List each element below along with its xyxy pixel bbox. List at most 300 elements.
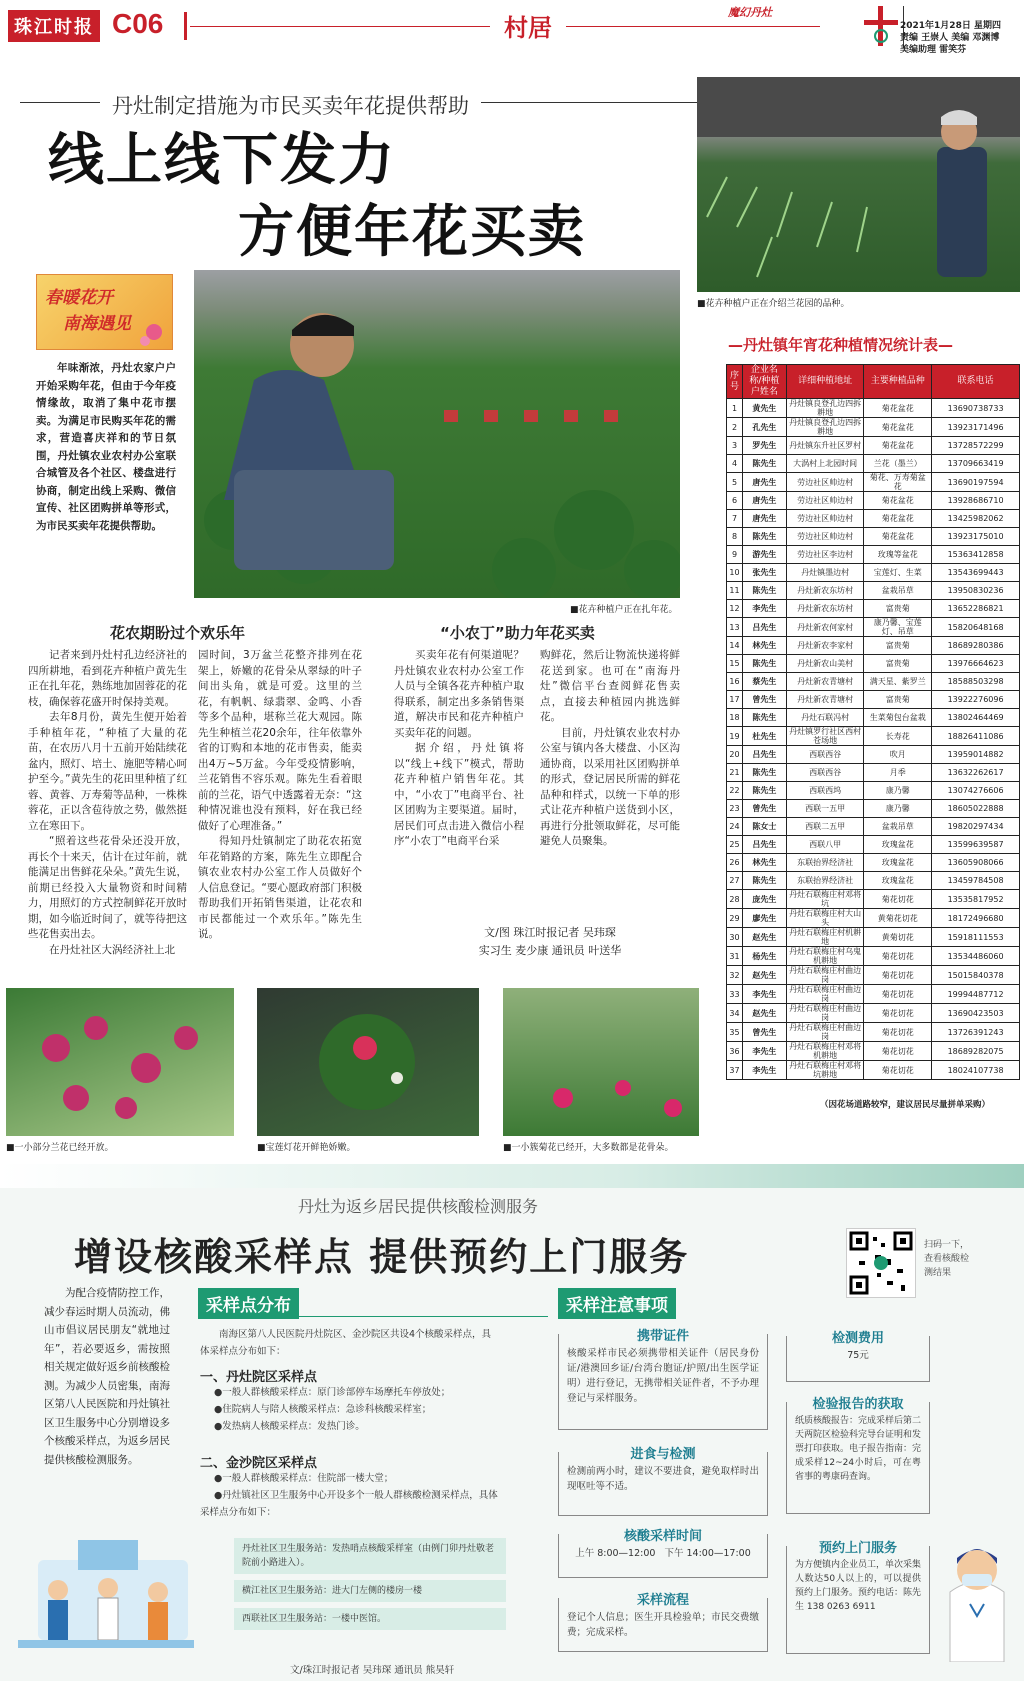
table-cell: 37 [727, 1061, 743, 1080]
table-cell: 庞先生 [742, 890, 786, 909]
table-cell: 15363412858 [932, 546, 1020, 564]
table-cell: 游先生 [742, 546, 786, 564]
table-cell: 13922276096 [932, 691, 1020, 709]
table-cell: 菊花盆花 [864, 399, 932, 418]
table-cell: 9 [727, 546, 743, 564]
page-number: C06 [112, 8, 164, 39]
box-documents [558, 1329, 768, 1430]
box-body: 为方便镇内企业员工，单次采集人数达50人以上的，可以提供预约上门服务。预约电话：陈先生 138 0263 6911 [795, 1560, 922, 1612]
article1-credit [430, 924, 670, 960]
table-row [727, 510, 1020, 528]
table-cell: 丹灶石联梅庄村邓将坑耕地 [786, 1061, 864, 1080]
table-cell: 蔡先生 [742, 673, 786, 691]
illustration-medical-staff [18, 1520, 194, 1670]
table-cell: 李先生 [742, 600, 786, 618]
table-cell: 玫瑰盆花 [864, 872, 932, 890]
table-cell: 13652286821 [932, 600, 1020, 618]
table-cell: 唐先生 [742, 492, 786, 510]
table-cell: 菊花切花 [864, 966, 932, 985]
table-cell: 丹灶石联梅庄村曲边岗 [786, 966, 864, 985]
dist-b-head: 二、金沙院区采样点 [200, 1456, 318, 1471]
table-cell: 10 [727, 564, 743, 582]
stats-table-header [727, 365, 1020, 399]
table-cell: 宝莲灯、生菜 [864, 564, 932, 582]
table-cell: 李先生 [742, 1042, 786, 1061]
table-cell: 西联西坞 [786, 782, 864, 800]
table-row [727, 528, 1020, 546]
table-row [727, 455, 1020, 473]
table-row [727, 890, 1020, 909]
table-cell: 15820648168 [932, 618, 1020, 637]
table-cell: 林先生 [742, 637, 786, 655]
table-cell: 29 [727, 909, 743, 928]
issue-info [900, 20, 1020, 56]
table-cell: 13605908066 [932, 854, 1020, 872]
box-fee [786, 1331, 930, 1382]
table-cell: 13690423503 [932, 1004, 1020, 1023]
table-cell: 满天星、紫罗兰 [864, 673, 932, 691]
article1-title-1: 线上线下发力 [48, 127, 396, 193]
table-cell: 13425982062 [932, 510, 1020, 528]
table-cell: 丹灶新农东坊村 [786, 582, 864, 600]
table-row [727, 655, 1020, 673]
table-row [727, 782, 1020, 800]
table-cell: 丹灶新农何家村 [786, 618, 864, 637]
table-cell: 张先生 [742, 564, 786, 582]
dist-a-head: 一、丹灶院区采样点 [200, 1370, 318, 1385]
box-body: 检测前两小时，建议不要进食，避免取样时出现呕吐等不适。 [567, 1466, 759, 1492]
table-cell: 陈先生 [742, 782, 786, 800]
table-cell: 菊花切花 [864, 1042, 932, 1061]
section-name: 村居 [490, 8, 566, 43]
table-row [727, 618, 1020, 637]
subhead-xiaonongding: “小农丁”助力年花买卖 [440, 624, 595, 642]
table-cell: 18605022888 [932, 800, 1020, 818]
table-cell: 兰花（墨兰） [864, 455, 932, 473]
table-cell: 富贵菊 [864, 655, 932, 673]
table-cell: 13599639587 [932, 836, 1020, 854]
table-row [727, 1023, 1020, 1042]
caption-photo-b1: ■一小部分兰花已经开放。 [6, 1143, 114, 1153]
table-cell: 19994487712 [932, 985, 1020, 1004]
section-sampling-underline [198, 1316, 548, 1317]
article2-kicker: 丹灶为返乡居民提供核酸检测服务 [298, 1197, 539, 1216]
table-cell: 18689282075 [932, 1042, 1020, 1061]
table-row [727, 1061, 1020, 1080]
table-row [727, 818, 1020, 836]
table-cell: 丹灶新农东坊村 [786, 600, 864, 618]
table-cell: 15015840378 [932, 966, 1020, 985]
para: 目前，丹灶镇农业农村办公室与镇内各大楼盘、小区沟通协商，以采用社区团购拼单的形式，登记居民所需的鲜花品种和样式，以统一下单的形式让花卉种植户送货到小区，再进行分批领取鲜花，尽可能避免人员聚集。 [540, 726, 680, 847]
table-cell: 吕先生 [742, 618, 786, 637]
stats-header-cell: 详细种植地址 [786, 365, 864, 399]
table-cell: 曾先生 [742, 800, 786, 818]
photo-orchid-farmer [697, 77, 1020, 292]
table-cell: 14 [727, 637, 743, 655]
box-time [558, 1529, 768, 1578]
table-cell: 曾先生 [742, 691, 786, 709]
table-cell: 18172496680 [932, 909, 1020, 928]
table-cell: 13535817952 [932, 890, 1020, 909]
table-cell: 盆栽吊草 [864, 582, 932, 600]
box-eating [558, 1447, 768, 1516]
table-row [727, 546, 1020, 564]
table-cell: 月季 [864, 764, 932, 782]
dist-c-item: 西联社区卫生服务站：一楼中医馆。 [234, 1608, 506, 1630]
article1-col2 [198, 648, 362, 943]
table-cell: 陈先生 [742, 528, 786, 546]
table-cell: 35 [727, 1023, 743, 1042]
table-cell: 西联八甲 [786, 836, 864, 854]
box-process [558, 1593, 768, 1652]
table-cell: 丹灶石联梅庄村曲边岗 [786, 1004, 864, 1023]
table-cell: 19820297434 [932, 818, 1020, 836]
table-cell: 吕先生 [742, 746, 786, 764]
table-cell: 丹灶镇东升社区罗村 [786, 437, 864, 455]
table-cell: 18588503298 [932, 673, 1020, 691]
table-cell: 赵先生 [742, 966, 786, 985]
table-cell: 丹灶新农青塘村 [786, 673, 864, 691]
table-cell: 康乃馨、宝莲灯、吊草 [864, 618, 932, 637]
table-cell: 4 [727, 455, 743, 473]
table-cell: 33 [727, 985, 743, 1004]
table-cell: 西联西谷 [786, 746, 864, 764]
table-cell: 陈先生 [742, 764, 786, 782]
photo-lotus-lamp [257, 988, 479, 1136]
article1-title-2: 方便年花买卖 [238, 199, 586, 265]
table-cell: 陈先生 [742, 582, 786, 600]
table-cell: 18024107738 [932, 1061, 1020, 1080]
table-cell: 玫瑰等盆花 [864, 546, 932, 564]
table-cell: 32 [727, 966, 743, 985]
table-cell: 劳边社区帅边村 [786, 492, 864, 510]
article1-col4 [540, 648, 680, 850]
table-cell: 长寿花 [864, 727, 932, 746]
table-cell: 13728572299 [932, 437, 1020, 455]
article2-intro-text: 为配合疫情防控工作，减少春运时期人员流动，佛山市倡议居民朋友“就地过年”，若必要返乡，需按照相关规定做好返乡前核酸检测。为减少人员密集，南海区第八人民医院和丹灶镇社区卫生服务中心分别增设多个核酸采样点，为返乡居民提供核酸检测服务。 [44, 1287, 170, 1466]
box-title: 核酸采样时间 [618, 1529, 708, 1544]
table-cell: 3 [727, 437, 743, 455]
dist-a-list [214, 1384, 514, 1435]
table-cell: 28 [727, 890, 743, 909]
dist-b-list [200, 1470, 500, 1521]
section-sampling-notes: 采样注意事项 [558, 1288, 676, 1319]
table-row [727, 872, 1020, 890]
qr-note-1: 扫码一下， [924, 1240, 970, 1250]
table-cell: 西联一五甲 [786, 800, 864, 818]
table-cell: 廖先生 [742, 909, 786, 928]
table-cell: 23 [727, 800, 743, 818]
table-row [727, 473, 1020, 492]
table-cell: 26 [727, 854, 743, 872]
table-cell: 13459784508 [932, 872, 1020, 890]
table-cell: 17 [727, 691, 743, 709]
table-row [727, 600, 1020, 618]
table-cell: 13074276606 [932, 782, 1020, 800]
box-title: 检测费用 [826, 1331, 890, 1346]
table-cell: 菊花、万寿菊盆花 [864, 473, 932, 492]
table-cell: 5 [727, 473, 743, 492]
table-row [727, 709, 1020, 727]
section-sampling-points: 采样点分布 [198, 1288, 299, 1319]
header-divider [184, 12, 187, 40]
stats-table-note: （因花场道路较窄，建议居民尽量拼单采购） [820, 1100, 991, 1110]
table-row [727, 985, 1020, 1004]
table-cell: 黄先生 [742, 399, 786, 418]
table-cell: 18826411086 [932, 727, 1020, 746]
para: 据介绍，丹灶镇将以“线上+线下”模式，帮助花卉种植户销售年花。其中，“小农丁”电商平台、社区团购为主要渠道。届时，居民们可点击进入微信小程序“小农丁”电商平台采 [394, 742, 524, 847]
table-cell: 康乃馨 [864, 782, 932, 800]
table-cell: 34 [727, 1004, 743, 1023]
table-cell: 13690738733 [932, 399, 1020, 418]
table-row [727, 1042, 1020, 1061]
article1-kicker: 丹灶制定措施为市民买卖年花提供帮助 [100, 90, 481, 120]
county-emblem [862, 6, 900, 46]
table-cell: 丹灶新农山美村 [786, 655, 864, 673]
box-appointment [786, 1541, 930, 1654]
table-cell: 东联抬界经济社 [786, 872, 864, 890]
table-cell: 13534486060 [932, 947, 1020, 966]
table-cell: 丹灶石联梅庄村乌鬼机耕地 [786, 947, 864, 966]
table-cell: 24 [727, 818, 743, 836]
article1-col1 [28, 648, 187, 958]
table-cell: 李先生 [742, 1061, 786, 1080]
table-row [727, 947, 1020, 966]
para: “照着这些花骨朵还没开放，再长个十来天，估计在过年前，就能满足出售鲜花朵朵。”黄先生说，前期已经投入大量物资和时间精力，用照灯的方式控制鲜花开放时期，如今临近时间了，就等待把这些花售卖出去。 [28, 835, 187, 940]
caption-photo-mid: ■花卉种植户正在扎年花。 [570, 605, 678, 615]
box-title: 进食与检测 [624, 1447, 701, 1462]
table-row [727, 836, 1020, 854]
table-row [727, 966, 1020, 985]
para: 记者来到丹灶村孔边经济社的四所耕地，看到花卉种植户黄先生正在扎年花，熟练地加固蓉花的花枝，确保蓉花盛开时保持美观。 [28, 649, 187, 708]
county-logo: 魔幻丹灶 [728, 6, 772, 19]
table-cell: 杨先生 [742, 947, 786, 966]
table-cell: 菊花切花 [864, 985, 932, 1004]
table-cell: 13802464469 [932, 709, 1020, 727]
qr-note-2: 查看核酸检 [924, 1254, 970, 1264]
masthead [0, 0, 1024, 55]
table-row [727, 800, 1020, 818]
table-cell: 劳边社区李边村 [786, 546, 864, 564]
credit-line-2: 实习生 麦少康 通讯员 叶送华 [478, 944, 622, 957]
table-row [727, 746, 1020, 764]
table-row [727, 399, 1020, 418]
table-cell: 13923175010 [932, 528, 1020, 546]
table-cell: 劳边社区帅边村 [786, 528, 864, 546]
table-cell: 13690197594 [932, 473, 1020, 492]
table-row [727, 582, 1020, 600]
table-cell: 13543699443 [932, 564, 1020, 582]
qr-code [846, 1228, 916, 1298]
table-cell: 孔先生 [742, 418, 786, 437]
article2-credit: 文/珠江时报记者 吴玮琛 通讯员 熊昊轩 [290, 1665, 455, 1676]
dist-intro: 南海区第八人民医院丹灶院区、金沙院区共设4个核酸采样点，具体采样点分布如下： [200, 1329, 492, 1357]
table-cell: 陈先生 [742, 872, 786, 890]
table-cell: 丹灶镇墨边村 [786, 564, 864, 582]
table-cell: 15 [727, 655, 743, 673]
table-cell: 丹灶石联梅庄村邓将机耕地 [786, 1042, 864, 1061]
table-cell: 富贵菊 [864, 691, 932, 709]
badge-line-2: 南海遇见 [63, 314, 131, 334]
dist-a-item: ●发热病人核酸采样点：发热门诊。 [214, 1421, 365, 1432]
table-cell: 8 [727, 528, 743, 546]
table-cell: 林先生 [742, 854, 786, 872]
table-cell: 黄菊切花 [864, 928, 932, 947]
qr-note-3: 测结果 [924, 1268, 952, 1278]
illustration-doctor [940, 1532, 1014, 1662]
table-cell: 13959014882 [932, 746, 1020, 764]
table-cell: 赵先生 [742, 928, 786, 947]
stats-header-cell: 序号 [727, 365, 743, 399]
box-title: 采样流程 [631, 1593, 695, 1608]
table-cell: 丹灶石联梅庄村机耕地 [786, 928, 864, 947]
table-cell: 25 [727, 836, 743, 854]
table-cell: 13976664623 [932, 655, 1020, 673]
table-cell: 13726391243 [932, 1023, 1020, 1042]
table-cell: 杜先生 [742, 727, 786, 746]
table-cell: 丹灶新农李家村 [786, 637, 864, 655]
table-cell: 吕先生 [742, 836, 786, 854]
table-cell: 生菜菊包台盆栽 [864, 709, 932, 727]
table-cell: 21 [727, 764, 743, 782]
dist-a-item: ●一般人群核酸采样点：原门诊部停车场摩托车停放处； [214, 1387, 451, 1398]
table-cell: 唐先生 [742, 473, 786, 492]
paper-logo [8, 10, 100, 42]
table-cell: 唐先生 [742, 510, 786, 528]
table-cell: 30 [727, 928, 743, 947]
table-cell: 菊花切花 [864, 1061, 932, 1080]
caption-photo-top: ■花卉种植户正在介绍兰花园的品种。 [697, 299, 850, 309]
table-cell: 15918111553 [932, 928, 1020, 947]
photo-orchid-bloom [6, 988, 234, 1136]
table-cell: 13923171496 [932, 418, 1020, 437]
table-cell: 7 [727, 510, 743, 528]
box-report [786, 1397, 930, 1514]
para: 得知丹灶镇制定了助花农拓宽年花销路的方案，陈先生立即配合镇农业农村办公室工作人员做好个人信息登记。“要心愿政府部门积极帮助我们开拓销售渠道，让花农和市民都能过一个欢乐年。”陈先生说。 [198, 835, 362, 940]
table-cell: 12 [727, 600, 743, 618]
table-cell: 13928686710 [932, 492, 1020, 510]
table-cell: 菊花切花 [864, 890, 932, 909]
spring-badge [36, 274, 173, 350]
table-cell: 陈先生 [742, 655, 786, 673]
table-cell: 菊花切花 [864, 1023, 932, 1042]
stats-header-cell: 企业名称/种植户姓名 [742, 365, 786, 399]
table-row [727, 1004, 1020, 1023]
editor-assistant-line: 美编助理 雷笑芬 [900, 45, 967, 55]
caption-photo-b3: ■一小簇菊花已经开，大多数都是花骨朵。 [503, 1143, 674, 1153]
dist-b-item: ●一般人群核酸采样点：住院部一楼大堂； [214, 1473, 394, 1484]
table-cell: 11 [727, 582, 743, 600]
article1-col3 [394, 648, 524, 850]
article2-title: 增设核酸采样点 提供预约上门服务 [74, 1234, 690, 1279]
table-cell: 劳边社区帅边村 [786, 473, 864, 492]
table-cell: 罗先生 [742, 437, 786, 455]
table-cell: 丹灶石联梅庄村曲边岗 [786, 1023, 864, 1042]
table-row [727, 909, 1020, 928]
table-row [727, 764, 1020, 782]
table-cell: 1 [727, 399, 743, 418]
para: 在丹灶社区大涡经济社上北 [49, 943, 175, 956]
table-cell: 盆栽吊草 [864, 818, 932, 836]
table-cell: 吹月 [864, 746, 932, 764]
article2-intro [44, 1284, 170, 1469]
table-cell: 富贵菊 [864, 600, 932, 618]
table-cell: 22 [727, 782, 743, 800]
issue-date-line: 2021年1月28日 星期四 [900, 21, 1001, 31]
para: 购鲜花，然后让物流快递将鲜花送到家。也可在“南海丹灶”微信平台查阅鲜花售卖点，直接去种植园内挑选鲜花。 [540, 649, 680, 723]
dist-c-item: 横江社区卫生服务站：进大门左侧的楼房一楼 [234, 1580, 506, 1602]
table-cell: 丹灶镇罗行社区西村苍场地 [786, 727, 864, 746]
para: 去年8月份，黄先生便开始着手种植年花，“种植了大量的花苗，在农历八月十五前开始陆续花盆内，照灯、培土、施肥等精心呵护至今。”黄先生的花田里种植了红蓉、黄蓉、万寿菊等品种，一株株蓉花，正以含苞待放之势，傲然挺立在寒田下。 [28, 711, 187, 832]
table-row [727, 437, 1020, 455]
box-body: 上午 8:00—12:00 下午 14:00—17:00 [575, 1548, 751, 1559]
table-cell: 丹灶镇良登孔边四拆耕地 [786, 399, 864, 418]
box-body: 纸质核酸报告：完成采样后第二天两院区检验科完导台证明和发票打印获取。电子报告指南：完成采样12~24小时后，可在粤省事的粤康码查询。 [795, 1416, 922, 1482]
table-row [727, 854, 1020, 872]
table-cell: 菊花盆花 [864, 437, 932, 455]
table-cell: 20 [727, 746, 743, 764]
table-cell: 19 [727, 727, 743, 746]
table-cell: 赵先生 [742, 1004, 786, 1023]
stats-header-cell: 主要种植品种 [864, 365, 932, 399]
box-title: 检验报告的获取 [806, 1397, 909, 1412]
table-cell: 13950830236 [932, 582, 1020, 600]
article1-intro-text: 年味渐浓，丹灶农家户户开始采购年花，但由于今年疫情缘故，取消了集中花市摆卖。为满足市民购买年花的需求，营造喜庆祥和的节日氛围，丹灶镇农业农村办公室联合城管及各个社区、楼盘进行协商，制定出线上采购、微信宣传、社区团购拼单等形式，为市民买卖年花提供帮助。 [36, 362, 176, 532]
table-cell: 丹灶镇良登孔边四拆耕地 [786, 418, 864, 437]
table-cell: 富贵菊 [864, 637, 932, 655]
table-cell: 13709663419 [932, 455, 1020, 473]
stats-header-cell: 联系电话 [932, 365, 1020, 399]
para: 园时间，3万盆兰花整齐排列在花架上，娇嫩的花骨朵从翠绿的叶子间出头角，就是可爱。这里的兰花，有帆帆、绿翡翠、金鸣、小香等多个品种，堪称兰花大观园。陈先生种植兰花20余年，往年依靠外省的订购和本地的花市售卖，能卖出4万~5万盆。今年受疫情影响，兰花销售不容乐观。陈先生看着眼前的兰花，语气中透露着无奈：“这种情况谁也没有预料，好在我已经做好了心理准备。” [198, 649, 362, 832]
table-cell: 16 [727, 673, 743, 691]
table-cell: 玫瑰盆花 [864, 836, 932, 854]
table-cell: 曾先生 [742, 1023, 786, 1042]
table-cell: 菊花盆花 [864, 510, 932, 528]
table-row [727, 564, 1020, 582]
table-cell: 李先生 [742, 985, 786, 1004]
box-body: 75元 [847, 1350, 869, 1361]
box-title: 预约上门服务 [813, 1541, 903, 1556]
table-cell: 菊花盆花 [864, 418, 932, 437]
table-cell: 大涡村上北园时间 [786, 455, 864, 473]
subhead-farmers: 花农期盼过个欢乐年 [110, 624, 246, 642]
table-cell: 陈先生 [742, 455, 786, 473]
table-cell: 菊花切花 [864, 947, 932, 966]
table-cell: 菊花切花 [864, 1004, 932, 1023]
table-row [727, 691, 1020, 709]
photo-farmer-tying [194, 270, 680, 598]
table-cell: 丹灶石联梅庄村大山头 [786, 909, 864, 928]
table-cell: 陈女士 [742, 818, 786, 836]
table-row [727, 492, 1020, 510]
table-cell: 13 [727, 618, 743, 637]
paper-name: 珠江时报 [14, 17, 94, 38]
table-row [727, 727, 1020, 746]
table-cell: 13632262617 [932, 764, 1020, 782]
table-cell: 丹灶新农青塘村 [786, 691, 864, 709]
table-cell: 6 [727, 492, 743, 510]
editor-line: 责编 王崇人 美编 邓渊博 [900, 33, 1000, 43]
table-cell: 菊花盆花 [864, 528, 932, 546]
stats-table [726, 364, 1020, 1080]
caption-photo-b2: ■宝莲灯花开鲜艳娇嫩。 [257, 1143, 356, 1153]
table-cell: 玫瑰盆花 [864, 854, 932, 872]
photo-chrysanthemum [503, 988, 699, 1136]
credit-line-1: 文/图 珠江时报记者 吴玮琛 [484, 926, 616, 939]
dist-b-item: ●丹灶镇社区卫生服务中心开设多个一般人群核酸检测采样点，具体采样点分布如下： [200, 1490, 498, 1518]
table-cell: 18689280386 [932, 637, 1020, 655]
table-cell: 菊花盆花 [864, 492, 932, 510]
